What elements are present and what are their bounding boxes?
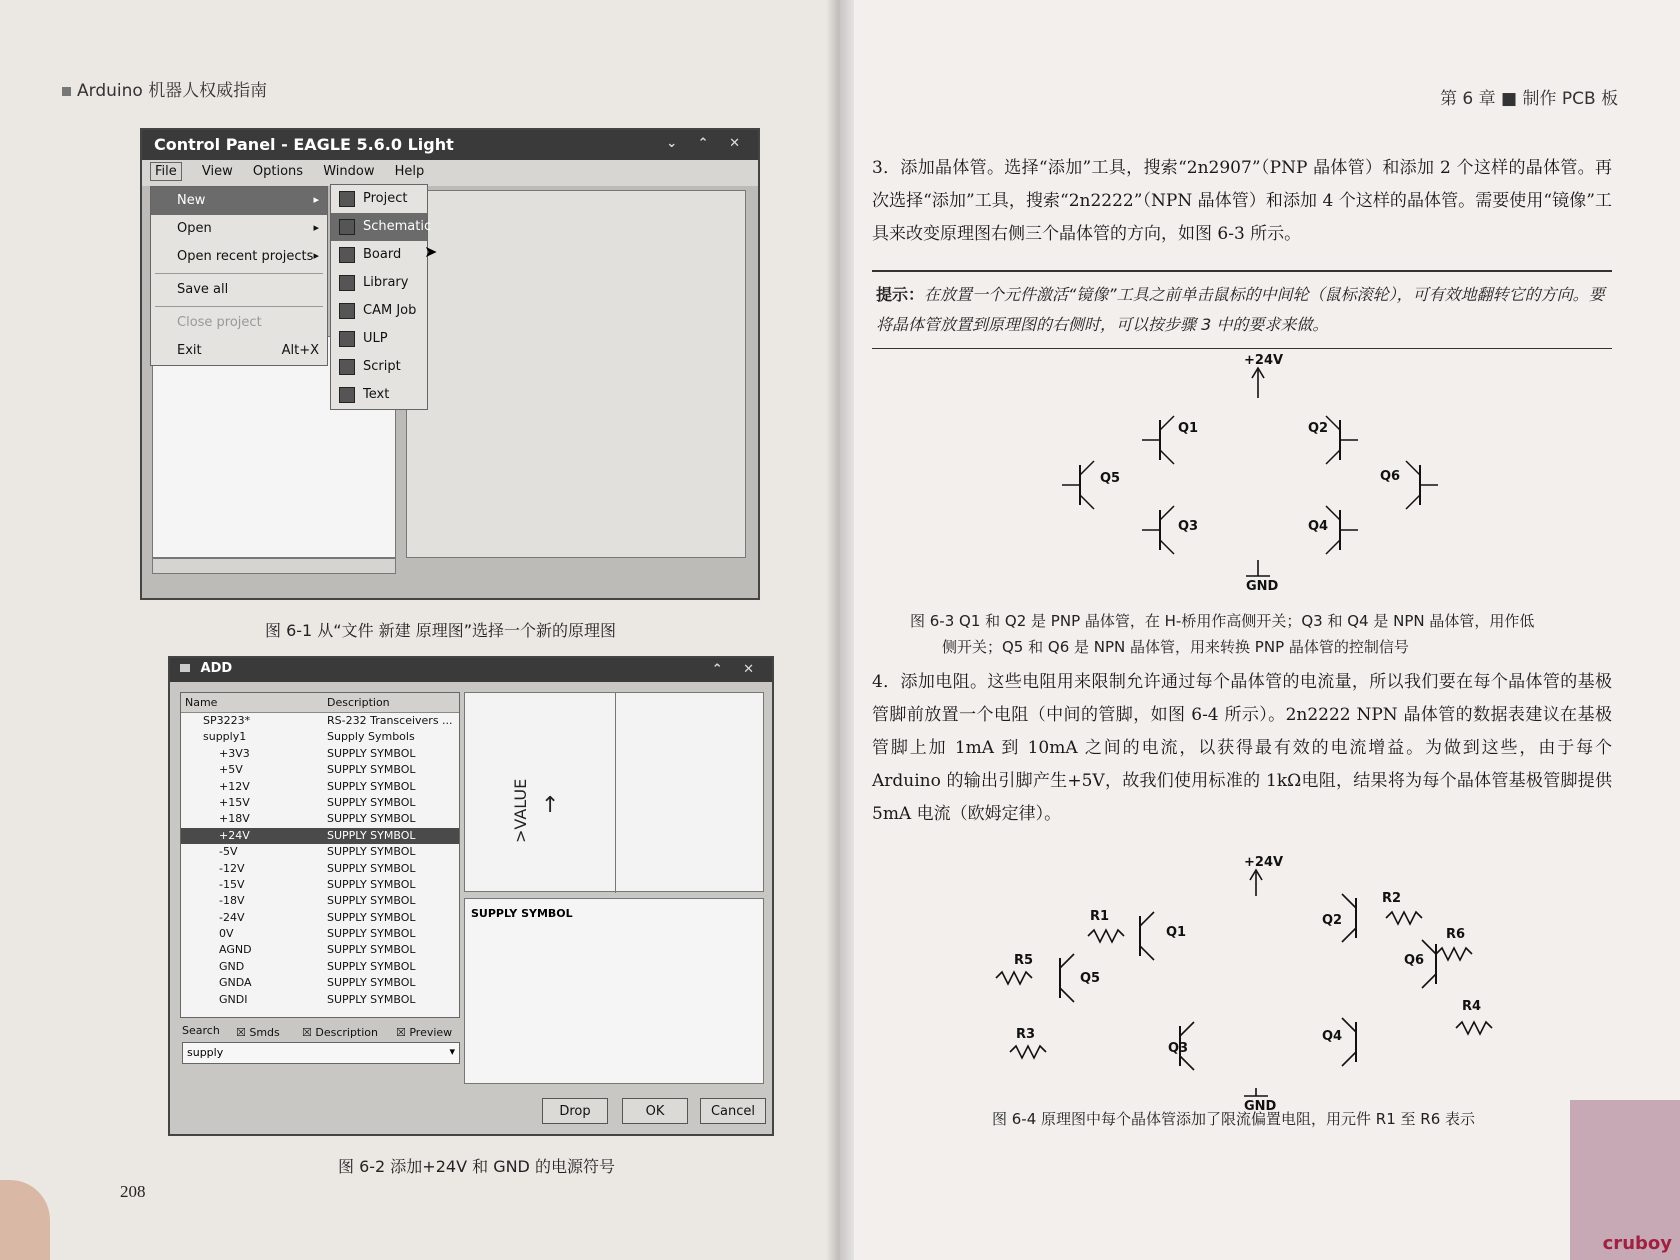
vcc-label: +24V [1244,353,1284,368]
ok-button[interactable]: OK [622,1098,688,1124]
item-name: supply1 [203,730,247,744]
supply-arrow-icon: ↑ [541,793,560,818]
list-item[interactable] [181,992,459,1008]
ulp-icon [339,331,355,347]
right-running-head: 第 6 章 ■ 制作 PCB 板 [1440,89,1619,109]
item-description: SUPPLY SYMBOL [327,976,416,990]
window-menu-icon [180,664,190,672]
eagle-control-panel-window [140,128,760,600]
fig4-vcc-label: +24V [1244,855,1284,870]
item-name: 0V [219,927,234,941]
fig4-r5-label: R5 [1014,953,1034,968]
transistor-q5 [1062,461,1094,509]
item-description: SUPPLY SYMBOL [327,959,416,973]
transistor-q2 [1326,416,1358,464]
menu-item-open-recent[interactable]: Open recent projects ▸ [177,249,319,264]
add-dialog-title: ADD [200,661,233,676]
submenu-library[interactable]: Library [331,269,427,297]
item-name: AGND [219,943,252,957]
list-item[interactable] [181,729,459,745]
item-description: SUPPLY SYMBOL [327,877,416,891]
list-item[interactable] [181,893,459,909]
menu-item-save-all[interactable]: Save all [177,282,229,297]
window-titlebar [142,130,758,160]
menu-help[interactable]: Help [394,164,425,179]
description-panel [464,898,764,1084]
description-checkbox[interactable]: ☒ Description [302,1026,379,1039]
menubar [142,160,758,186]
list-item[interactable] [181,762,459,778]
submenu-cam-job[interactable]: CAM Job [331,297,427,325]
fig4-q3-label: Q3 [1168,1041,1189,1056]
figure-6-1-caption: 图 6-1 从“文件 新建 原理图”选择一个新的原理图 [265,621,617,640]
project-icon [339,191,355,207]
item-description: SUPPLY SYMBOL [327,746,416,760]
submenu-schematic[interactable]: Schematic [331,213,427,241]
figure-6-3-caption-line1: 图 6-3 Q1 和 Q2 是 PNP 晶体管，在 H-桥用作高侧开关；Q3 和 Q4 是 NPN 晶体管，用作低 [910,612,1535,630]
gnd-label: GND [1246,579,1279,594]
schematic-icon [339,219,355,235]
list-item[interactable] [181,713,459,729]
item-name: GND [219,959,245,973]
fig4-q2-label: Q2 [1322,913,1343,928]
resistor-r3 [1010,1046,1046,1058]
fig4-r1-label: R1 [1090,909,1110,924]
list-item[interactable] [181,828,459,844]
library-icon [339,275,355,291]
item-description: Supply Symbols [327,730,415,744]
window-title: Control Panel - EAGLE 5.6.0 Light [154,135,454,154]
figure-6-3-schematic [1040,350,1460,600]
item-name: +3V3 [219,746,250,760]
submenu-text[interactable]: Text [331,381,427,409]
q5-label: Q5 [1100,471,1121,486]
info-panel [406,190,746,558]
add-dialog-window [168,656,774,1136]
add-dialog-controls[interactable]: ⌃ ✕ [711,662,762,677]
list-item[interactable] [181,795,459,811]
left-running-head: Arduino 机器人权威指南 [62,76,267,101]
menu-item-exit[interactable]: Exit Alt+X [177,343,319,358]
description-text: SUPPLY SYMBOL [471,907,573,920]
resistor-r4 [1456,1022,1492,1034]
transistor-q4 [1326,506,1358,554]
resistor-r2 [1386,912,1422,924]
resistor-r6 [1436,948,1472,960]
cam-job-icon [339,303,355,319]
resistor-r1 [1088,930,1124,942]
watermark: cruboy [1602,1233,1672,1254]
item-name: GNDA [219,976,252,990]
component-list[interactable] [180,692,460,1018]
item-name: -5V [219,845,238,859]
item-name: -24V [219,910,245,924]
transistor-q6 [1406,461,1438,509]
resistor-r5 [996,972,1032,984]
transistor-q1 [1142,416,1174,464]
search-input[interactable]: supply ▾ [182,1042,460,1064]
figure-6-3-caption-line2: 侧开关；Q5 和 Q6 是 NPN 晶体管，用来转换 PNP 晶体管的控制信号 [942,638,1409,656]
q4-label: Q4 [1308,519,1329,534]
new-submenu [330,184,432,410]
submenu-ulp[interactable]: ULP [331,325,427,353]
fig4-q1-label: Q1 [1166,925,1187,940]
item-description: SUPPLY SYMBOL [327,845,416,859]
item-name: +15V [219,795,250,809]
add-dialog-titlebar [170,658,772,682]
list-item[interactable] [181,942,459,958]
item-name: GNDI [219,992,248,1006]
menu-file[interactable]: File [150,162,182,181]
item-name: +18V [219,812,250,826]
q1-label: Q1 [1178,421,1199,436]
menu-item-open[interactable]: Open ▸ [177,221,319,236]
menu-options[interactable]: Options [252,164,304,179]
list-item[interactable] [181,811,459,827]
item-description: SUPPLY SYMBOL [327,894,416,908]
symbol-preview [464,692,764,892]
figure-6-2-caption: 图 6-2 添加+24V 和 GND 的电源符号 [338,1157,615,1176]
list-item[interactable] [181,861,459,877]
item-description: SUPPLY SYMBOL [327,795,416,809]
menu-item-close-project: Close project [177,315,262,330]
horizontal-scrollbar[interactable] [152,558,396,574]
item-name: +24V [219,828,250,842]
menu-item-new[interactable]: New ▸ [151,187,327,215]
col-name-header[interactable]: Name [185,696,218,709]
submenu-project[interactable]: Project [331,185,427,213]
item-description: SUPPLY SYMBOL [327,828,416,842]
dropdown-arrow-icon[interactable]: ▾ [449,1045,455,1058]
item-description: SUPPLY SYMBOL [327,943,416,957]
transistor-q3 [1142,506,1174,554]
value-placeholder: >VALUE [511,778,530,843]
fig4-q5-label: Q5 [1080,971,1101,986]
submenu-board[interactable]: Board [331,241,427,269]
fig4-r3-label: R3 [1016,1027,1036,1042]
fig4-r6-label: R6 [1446,927,1466,942]
tip-label: 提示： [876,285,925,304]
list-item[interactable] [181,975,459,991]
search-label: Search [182,1024,220,1037]
item-description: SUPPLY SYMBOL [327,779,416,793]
item-name: -12V [219,861,245,875]
list-item[interactable] [181,746,459,762]
item-name: +12V [219,779,250,793]
list-rows [181,713,459,1008]
item-name: -18V [219,894,245,908]
figure-6-4-caption: 图 6-4 原理图中每个晶体管添加了限流偏置电阻，用元件 R1 至 R6 表示 [992,1110,1476,1128]
item-description: RS-232 Transceivers ... [327,714,453,727]
file-menu [150,186,328,366]
step-4-paragraph: 4．添加电阻。这些电阻用来限制允许通过每个晶体管的电流量，所以我们要在每个晶体管的基极管脚前放置一个电阻（中间的管脚，如图 6-4 所示）。2n2222 NPN 晶体管的数据表建议在基极管脚上加 1mA 到 10mA 之间的电流，以获得最有效的电流增益。为做到这些，由于每个 Arduino 的输出引脚产生+5V，故我们使用标准的 1kΩ电阻，结果将为每个晶体管基极管脚提供 5mA 电流（欧姆定律）。 [872,672,1612,824]
smds-checkbox[interactable]: ☒ Smds [236,1026,280,1039]
list-item[interactable] [181,959,459,975]
left-page-number: 208 [120,1182,146,1201]
script-icon [339,359,355,375]
step-3-paragraph: 3．添加晶体管。选择“添加”工具，搜索“2n2907”（PNP 晶体管）和添加 2 个这样的晶体管。再次选择“添加”工具，搜索“2n2222”（NPN 晶体管）和添加 4 个这样的晶体管。需要使用“镜像”工具来改变原理图右侧三个晶体管的方向，如图 6-3 所示。 [872,158,1612,244]
fig4-r4-label: R4 [1462,999,1482,1014]
item-name: SP3223* [203,714,251,727]
q2-label: Q2 [1308,421,1329,436]
item-name: -15V [219,877,245,891]
fig4-gnd-label: GND [1244,1099,1277,1112]
cancel-button[interactable]: Cancel [700,1098,766,1124]
list-item[interactable] [181,779,459,795]
list-header [181,693,459,713]
preview-checkbox[interactable]: ☒ Preview [396,1026,453,1039]
list-item[interactable] [181,910,459,926]
item-description: SUPPLY SYMBOL [327,992,416,1006]
item-description: SUPPLY SYMBOL [327,763,416,777]
list-item[interactable] [181,877,459,893]
figure-6-4-schematic [990,852,1510,1112]
list-item[interactable] [181,926,459,942]
board-icon [339,247,355,263]
list-item[interactable] [181,844,459,860]
item-description: SUPPLY SYMBOL [327,861,416,875]
fig4-q6-label: Q6 [1404,953,1425,968]
submenu-script[interactable]: Script [331,353,427,381]
tip-box [872,270,1612,349]
col-description-header[interactable]: Description [327,696,390,709]
item-description: SUPPLY SYMBOL [327,927,416,941]
book-spine-shadow [826,0,854,1260]
tip-text: 在放置一个元件激活“镜像”工具之前单击鼠标的中间轮（鼠标滚轮），可有效地翻转它的方向。要将晶体管放置到原理图的右侧时，可以按步骤 3 中的要求来做。 [876,285,1605,334]
mouse-cursor-icon: ➤ [424,242,438,261]
menu-view[interactable]: View [201,164,233,179]
q6-label: Q6 [1380,469,1401,484]
text-icon [339,387,355,403]
drop-button[interactable]: Drop [542,1098,608,1124]
item-description: SUPPLY SYMBOL [327,812,416,826]
item-name: +5V [219,763,243,777]
item-description: SUPPLY SYMBOL [327,910,416,924]
fig4-r2-label: R2 [1382,891,1402,906]
fig4-q4-label: Q4 [1322,1029,1343,1044]
menu-window[interactable]: Window [323,164,375,179]
q3-label: Q3 [1178,519,1199,534]
window-controls[interactable]: ⌄ ⌃ ✕ [666,136,748,151]
